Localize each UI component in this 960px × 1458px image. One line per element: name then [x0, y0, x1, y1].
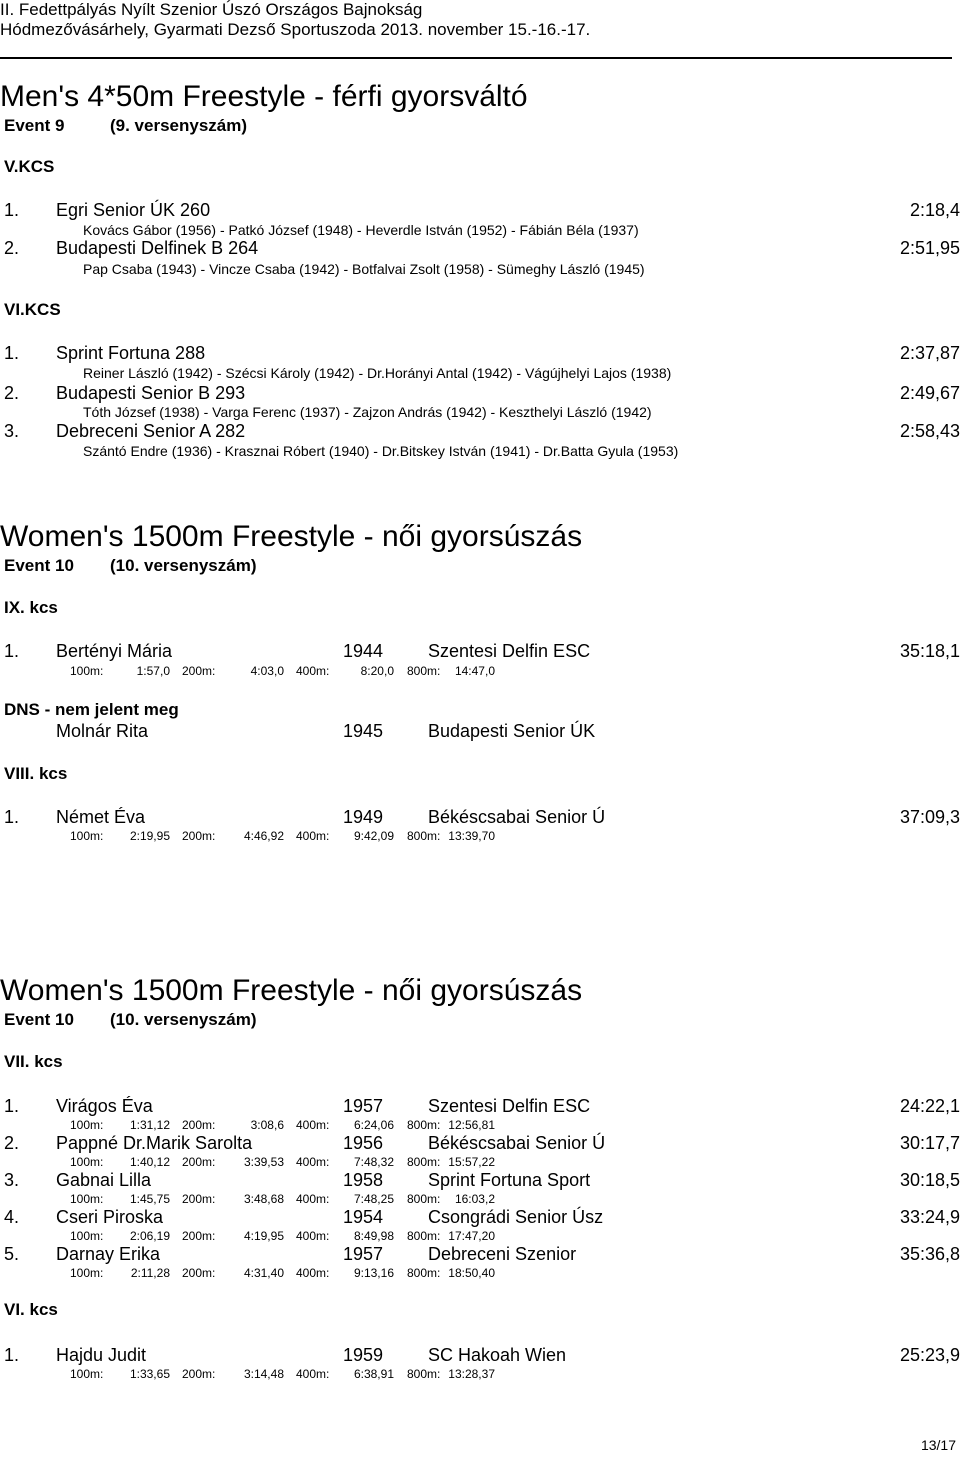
split-value: 4:31,40: [243, 1266, 284, 1280]
swimmer-name: Cseri Piroska: [56, 1207, 164, 1227]
relay-team: Budapesti Delfinek B 264: [56, 238, 259, 258]
split-label: 800m:: [407, 1118, 441, 1132]
split-value: 13:39,70: [448, 829, 495, 843]
relay-place: 2.: [4, 383, 20, 403]
swimmer-place: 1.: [4, 807, 20, 827]
split-value: 4:03,0: [250, 664, 284, 678]
split-value: 2:11,28: [130, 1266, 170, 1280]
swimmer-club: Debreceni Szenior: [428, 1244, 577, 1264]
swimmer-year: 1945: [343, 721, 384, 741]
split-label: 100m:: [70, 1367, 104, 1381]
swimmer-club: Békéscsabai Senior Ú: [428, 1133, 606, 1153]
split-value: 16:03,2: [454, 1192, 495, 1206]
event-label: Event 9: [4, 116, 65, 135]
split-value: 4:19,95: [243, 1229, 284, 1243]
split-label: 800m:: [407, 1266, 441, 1280]
split-value: 9:13,16: [353, 1266, 394, 1280]
split-label: 100m:: [70, 829, 104, 843]
split-label: 100m:: [70, 1229, 104, 1243]
split-value: 1:33,65: [129, 1367, 170, 1381]
split-value: 9:42,09: [353, 829, 394, 843]
swimmer-name: Molnár Rita: [56, 721, 149, 741]
swimmer-club: Csongrádi Senior Úsz: [428, 1207, 604, 1227]
header-rule: [0, 57, 952, 59]
swimmer-time: 35:36,8: [899, 1244, 960, 1264]
swimmer-time: 24:22,1: [899, 1096, 960, 1116]
split-value: 2:06,19: [129, 1229, 170, 1243]
swimmer-year: 1958: [343, 1170, 384, 1190]
split-value: 1:40,12: [129, 1155, 170, 1169]
split-label: 200m:: [182, 1118, 216, 1132]
split-value: 6:24,06: [353, 1118, 394, 1132]
split-value: 13:28,37: [448, 1367, 495, 1381]
relay-time: 2:49,67: [899, 383, 960, 403]
relay-place: 2.: [4, 238, 20, 258]
category-heading: VI.KCS: [4, 300, 61, 319]
swimmer-time: 33:24,9: [899, 1207, 960, 1227]
split-label: 200m:: [182, 1367, 216, 1381]
split-label: 200m:: [182, 829, 216, 843]
relay-place: 1.: [4, 200, 20, 220]
event-title: Women's 1500m Freestyle - női gyorsúszás: [0, 520, 583, 553]
category-heading: VIII. kcs: [4, 764, 68, 783]
split-label: 800m:: [407, 664, 441, 678]
event-number: (9. versenyszám): [110, 116, 248, 135]
swimmer-place: 2.: [4, 1133, 20, 1153]
split-value: 7:48,25: [353, 1192, 394, 1206]
split-label: 200m:: [182, 1155, 216, 1169]
swimmer-time: 30:18,5: [899, 1170, 960, 1190]
split-value: 1:45,75: [129, 1192, 170, 1206]
category-heading: VI. kcs: [4, 1300, 58, 1319]
split-value: 4:46,92: [243, 829, 284, 843]
swimmer-name: Virágos Éva: [56, 1096, 153, 1116]
split-label: 100m:: [70, 664, 104, 678]
swimmer-club: Sprint Fortuna Sport: [428, 1170, 591, 1190]
split-label: 100m:: [70, 1118, 104, 1132]
split-value: 18:50,40: [448, 1266, 495, 1280]
event-title: Women's 1500m Freestyle - női gyorsúszás: [0, 974, 583, 1007]
swimmer-name: Német Éva: [56, 807, 146, 827]
relay-time: 2:58,43: [899, 421, 960, 441]
swimmer-year: 1944: [343, 641, 384, 661]
split-label: 400m:: [296, 829, 330, 843]
swimmer-year: 1959: [343, 1345, 384, 1365]
split-label: 200m:: [182, 1192, 216, 1206]
swimmer-place: 1.: [4, 1345, 20, 1365]
category-heading: VII. kcs: [4, 1052, 63, 1071]
swimmer-name: Gabnai Lilla: [56, 1170, 152, 1190]
swimmer-time: 25:23,9: [899, 1345, 960, 1365]
relay-members: Pap Csaba (1943) - Vincze Csaba (1942) - Botfalvai Zsolt (1958) - Sümeghy László (1945): [83, 261, 645, 277]
split-label: 100m:: [70, 1155, 104, 1169]
split-value: 7:48,32: [353, 1155, 394, 1169]
swimmer-place: 5.: [4, 1244, 20, 1264]
swimmer-year: 1956: [343, 1133, 384, 1153]
split-label: 800m:: [407, 1229, 441, 1243]
header-line-2: Hódmezővásárhely, Gyarmati Dezső Sportuszoda 2013. november 15.-16.-17.: [0, 20, 591, 39]
relay-team: Egri Senior ÚK 260: [56, 200, 211, 220]
split-value: 17:47,20: [448, 1229, 495, 1243]
split-value: 14:47,0: [454, 664, 495, 678]
split-label: 400m:: [296, 664, 330, 678]
split-label: 400m:: [296, 1229, 330, 1243]
split-value: 1:31,12: [129, 1118, 170, 1132]
event-title: Men's 4*50m Freestyle - férfi gyorsváltó: [0, 80, 528, 113]
category-heading: IX. kcs: [4, 598, 58, 617]
swimmer-club: Békéscsabai Senior Ú: [428, 807, 606, 827]
relay-time: 2:37,87: [899, 343, 960, 363]
relay-time: 2:51,95: [899, 238, 960, 258]
swimmer-name: Pappné Dr.Marik Sarolta: [56, 1133, 253, 1153]
split-label: 400m:: [296, 1266, 330, 1280]
relay-members: Reiner László (1942) - Szécsi Károly (1942) - Dr.Horányi Antal (1942) - Vágújhelyi Lajos (1938): [83, 365, 672, 381]
relay-team: Sprint Fortuna 288: [56, 343, 206, 363]
split-value: 12:56,81: [448, 1118, 495, 1132]
swimmer-name: Darnay Erika: [56, 1244, 161, 1264]
split-label: 800m:: [407, 1192, 441, 1206]
relay-time: 2:18,4: [909, 200, 960, 220]
split-value: 6:38,91: [353, 1367, 394, 1381]
split-label: 200m:: [182, 664, 216, 678]
split-label: 400m:: [296, 1118, 330, 1132]
split-value: 15:57,22: [448, 1155, 495, 1169]
swimmer-club: Budapesti Senior ÚK: [428, 721, 596, 741]
split-value: 3:48,68: [243, 1192, 284, 1206]
split-label: 400m:: [296, 1367, 330, 1381]
swimmer-time: 35:18,1: [899, 641, 960, 661]
swimmer-place: 1.: [4, 1096, 20, 1116]
swimmer-name: Hajdu Judit: [56, 1345, 147, 1365]
split-label: 200m:: [182, 1266, 216, 1280]
swimmer-time: 37:09,3: [899, 807, 960, 827]
split-label: 800m:: [407, 829, 441, 843]
swimmer-year: 1957: [343, 1244, 384, 1264]
relay-place: 3.: [4, 421, 20, 441]
split-label: 200m:: [182, 1229, 216, 1243]
category-heading: DNS - nem jelent meg: [4, 700, 179, 719]
relay-place: 1.: [4, 343, 20, 363]
relay-members: Szántó Endre (1936) - Krasznai Róbert (1940) - Dr.Bitskey István (1941) - Dr.Batta Gyula (1953): [83, 443, 679, 459]
page-number: 13/17: [920, 1437, 956, 1453]
split-value: 2:19,95: [129, 829, 170, 843]
header-line-1: II. Fedettpályás Nyílt Szenior Úszó Országos Bajnokság: [0, 0, 423, 19]
event-number: (10. versenyszám): [110, 1010, 257, 1029]
swimmer-club: SC Hakoah Wien: [428, 1345, 567, 1365]
relay-members: Tóth József (1938) - Varga Ferenc (1937) - Zajzon András (1942) - Keszthelyi László (1942): [83, 404, 652, 420]
split-value: 1:57,0: [136, 664, 170, 678]
swimmer-place: 1.: [4, 641, 20, 661]
split-label: 100m:: [70, 1192, 104, 1206]
swimmer-name: Bertényi Mária: [56, 641, 173, 661]
event-label: Event 10: [4, 556, 74, 575]
relay-team: Debreceni Senior A 282: [56, 421, 246, 441]
swimmer-year: 1957: [343, 1096, 384, 1116]
relay-members: Kovács Gábor (1956) - Patkó József (1948) - Heverdle István (1952) - Fábián Béla (1937): [83, 222, 639, 238]
split-value: 3:39,53: [243, 1155, 284, 1169]
split-label: 400m:: [296, 1155, 330, 1169]
split-label: 400m:: [296, 1192, 330, 1206]
split-value: 3:08,6: [250, 1118, 284, 1132]
swimmer-year: 1954: [343, 1207, 384, 1227]
swimmer-club: Szentesi Delfin ESC: [428, 1096, 591, 1116]
swimmer-time: 30:17,7: [899, 1133, 960, 1153]
split-value: 8:49,98: [353, 1229, 394, 1243]
split-label: 100m:: [70, 1266, 104, 1280]
swimmer-place: 3.: [4, 1170, 20, 1190]
swimmer-year: 1949: [343, 807, 384, 827]
swimmer-club: Szentesi Delfin ESC: [428, 641, 591, 661]
swimmer-place: 4.: [4, 1207, 20, 1227]
event-label: Event 10: [4, 1010, 74, 1029]
split-label: 800m:: [407, 1155, 441, 1169]
split-label: 800m:: [407, 1367, 441, 1381]
split-value: 8:20,0: [360, 664, 394, 678]
category-heading: V.KCS: [4, 157, 55, 176]
relay-team: Budapesti Senior B 293: [56, 383, 246, 403]
event-number: (10. versenyszám): [110, 556, 257, 575]
split-value: 3:14,48: [243, 1367, 284, 1381]
